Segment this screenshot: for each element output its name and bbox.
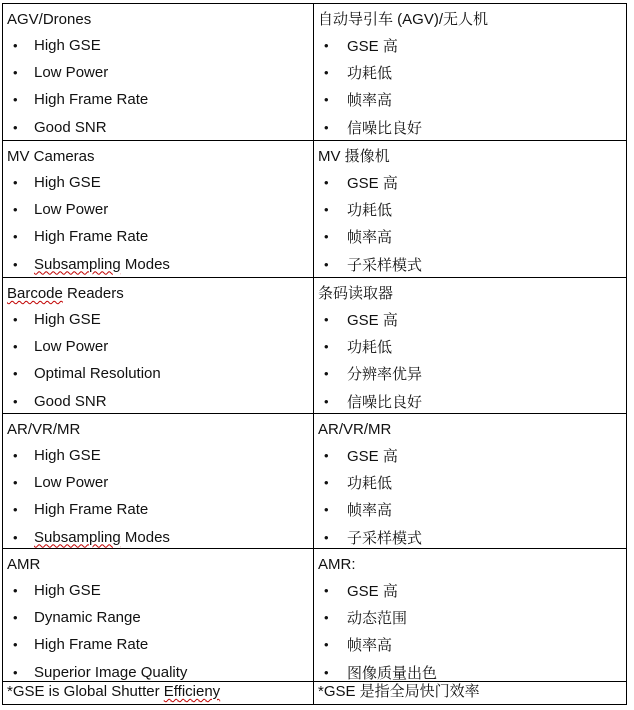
bullet-icon: • xyxy=(324,92,329,108)
bullet-icon: • xyxy=(324,175,329,191)
footnote-text-zh: *GSE 是指全局快门效率 xyxy=(318,683,480,700)
bullet-icon: • xyxy=(13,664,18,680)
table-cell-en xyxy=(3,414,314,548)
bullet-item xyxy=(7,577,309,604)
bullet-text: GSE 高 xyxy=(347,38,398,56)
table-row xyxy=(3,4,626,141)
bullet-icon: • xyxy=(13,92,18,108)
table-row xyxy=(3,549,626,682)
bullet-icon: • xyxy=(13,637,18,653)
bullet-icon: • xyxy=(324,339,329,355)
bullet-item xyxy=(7,388,309,413)
bullet-item xyxy=(7,169,309,196)
table-row xyxy=(3,278,626,414)
cell-header: 条码读取器 xyxy=(318,285,394,302)
bullet-icon: • xyxy=(13,448,18,464)
cell-header: AR/VR/MR xyxy=(318,421,392,438)
table-cell-zh xyxy=(314,549,626,681)
table-cell-en xyxy=(3,4,314,140)
bullet-text: 动态范围 xyxy=(347,610,408,628)
bullet-item xyxy=(7,496,309,523)
bullet-text: High Frame Rate xyxy=(34,636,149,654)
bullet-item xyxy=(318,223,622,250)
bullet-text: Low Power xyxy=(34,201,109,219)
bullet-item xyxy=(7,659,309,681)
bullet-icon: • xyxy=(13,202,18,218)
bullet-text: 子采样模式 xyxy=(347,529,423,547)
table-row xyxy=(3,414,626,549)
bullet-item xyxy=(7,333,309,360)
bullet-text: High GSE xyxy=(34,582,101,600)
table-cell-zh xyxy=(314,278,626,413)
bullet-item xyxy=(7,251,309,277)
cell-header: Barcode Readers xyxy=(7,285,124,302)
cell-header: AMR: xyxy=(318,556,356,573)
bullet-item xyxy=(7,524,309,548)
bullet-icon: • xyxy=(324,529,329,545)
bullet-text: High GSE xyxy=(34,37,101,55)
bullet-text: Dynamic Range xyxy=(34,609,141,627)
table-cell-zh xyxy=(314,414,626,548)
bullet-icon: • xyxy=(13,610,18,626)
bullet-item xyxy=(318,251,622,277)
bullet-icon: • xyxy=(324,475,329,491)
bullet-icon: • xyxy=(13,583,18,599)
table-cell-zh xyxy=(314,4,626,140)
cell-header: AR/VR/MR xyxy=(7,421,81,438)
bullet-item xyxy=(318,32,622,59)
bullet-icon: • xyxy=(324,664,329,680)
bullet-text: Good SNR xyxy=(34,118,107,136)
bullet-item xyxy=(7,306,309,333)
bullet-item xyxy=(318,577,622,604)
table-cell-en xyxy=(3,141,314,277)
bullet-item xyxy=(318,524,622,548)
bullet-icon: • xyxy=(13,38,18,54)
table-cell-en xyxy=(3,549,314,681)
bullet-text: 图像质量出色 xyxy=(347,664,438,681)
bullet-item xyxy=(318,86,622,113)
bullet-item xyxy=(318,333,622,360)
bullet-text: 子采样模式 xyxy=(347,256,423,274)
bullet-icon: • xyxy=(13,175,18,191)
misspelled-word: Subsampling xyxy=(34,528,121,546)
bullet-text: Subsampling Modes xyxy=(34,255,170,273)
bullet-text: High GSE xyxy=(34,311,101,329)
table-cell-en xyxy=(3,278,314,413)
comparison-table xyxy=(2,3,627,705)
bullet-icon: • xyxy=(13,312,18,328)
bullet-text: 功耗低 xyxy=(347,339,393,357)
bullet-item xyxy=(7,223,309,250)
bullet-text: 分辨率优异 xyxy=(347,366,423,384)
bullet-text: GSE 高 xyxy=(347,312,398,330)
bullet-text: Low Power xyxy=(34,64,109,82)
bullet-icon: • xyxy=(324,38,329,54)
bullet-text: 帧率高 xyxy=(347,229,393,247)
bullet-text: 功耗低 xyxy=(347,475,393,493)
cell-header: MV 摄像机 xyxy=(318,148,390,165)
bullet-icon: • xyxy=(324,202,329,218)
bullet-text: Subsampling Modes xyxy=(34,528,170,546)
bullet-icon: • xyxy=(13,475,18,491)
cell-header: AGV/Drones xyxy=(7,11,92,28)
bullet-text: 帧率高 xyxy=(347,92,393,110)
bullet-text: High Frame Rate xyxy=(34,91,149,109)
bullet-icon: • xyxy=(13,65,18,81)
cell-header: 自动导引车 (AGV)/无人机 xyxy=(318,11,489,28)
bullet-icon: • xyxy=(13,502,18,518)
bullet-icon: • xyxy=(13,529,18,545)
bullet-item xyxy=(318,196,622,223)
bullet-icon: • xyxy=(324,610,329,626)
bullet-icon: • xyxy=(324,502,329,518)
bullet-icon: • xyxy=(324,583,329,599)
footnote-text-en: *GSE is Global Shutter Efficieny xyxy=(7,683,221,700)
bullet-item xyxy=(7,360,309,387)
bullet-icon: • xyxy=(13,119,18,135)
bullet-icon: • xyxy=(13,366,18,382)
footer-cell-zh xyxy=(314,682,626,704)
bullet-text: GSE 高 xyxy=(347,583,398,601)
bullet-icon: • xyxy=(324,256,329,272)
bullet-item xyxy=(7,196,309,223)
table-footer-row xyxy=(3,682,626,704)
bullet-item xyxy=(318,388,622,413)
table-row xyxy=(3,141,626,278)
bullet-item xyxy=(7,469,309,496)
bullet-item xyxy=(7,604,309,631)
bullet-item xyxy=(318,496,622,523)
cell-header: MV Cameras xyxy=(7,148,95,165)
bullet-icon: • xyxy=(13,256,18,272)
footer-cell-en xyxy=(3,682,314,704)
bullet-item xyxy=(318,442,622,469)
bullet-item xyxy=(318,59,622,86)
cell-header: AMR xyxy=(7,556,41,573)
table-cell-zh xyxy=(314,141,626,277)
bullet-text: Good SNR xyxy=(34,392,107,410)
bullet-text: 功耗低 xyxy=(347,65,393,83)
bullet-icon: • xyxy=(324,448,329,464)
bullet-item xyxy=(7,59,309,86)
bullet-icon: • xyxy=(324,366,329,382)
bullet-icon: • xyxy=(324,637,329,653)
bullet-icon: • xyxy=(13,339,18,355)
bullet-text: Optimal Resolution xyxy=(34,365,161,383)
bullet-icon: • xyxy=(324,229,329,245)
bullet-text: GSE 高 xyxy=(347,448,398,466)
bullet-item xyxy=(7,86,309,113)
bullet-text: Low Power xyxy=(34,338,109,356)
bullet-text: High GSE xyxy=(34,174,101,192)
misspelled-word: Barcode xyxy=(7,285,63,302)
bullet-item xyxy=(318,469,622,496)
bullet-text: 帧率高 xyxy=(347,637,393,655)
bullet-icon: • xyxy=(324,312,329,328)
bullet-item xyxy=(7,442,309,469)
bullet-text: High Frame Rate xyxy=(34,228,149,246)
bullet-text: 信噪比良好 xyxy=(347,393,423,411)
bullet-text: 信噪比良好 xyxy=(347,119,423,137)
misspelled-word: Subsampling xyxy=(34,255,121,273)
bullet-item xyxy=(7,32,309,59)
bullet-text: 帧率高 xyxy=(347,502,393,520)
misspelled-word: Efficieny xyxy=(163,683,221,700)
bullet-item xyxy=(318,114,622,140)
bullet-icon: • xyxy=(13,393,18,409)
bullet-text: High Frame Rate xyxy=(34,501,149,519)
bullet-text: Superior Image Quality xyxy=(34,663,188,681)
bullet-icon: • xyxy=(324,65,329,81)
bullet-item xyxy=(318,169,622,196)
bullet-item xyxy=(318,360,622,387)
bullet-icon: • xyxy=(324,119,329,135)
bullet-text: GSE 高 xyxy=(347,175,398,193)
bullet-text: Low Power xyxy=(34,474,109,492)
bullet-item xyxy=(318,659,622,681)
bullet-icon: • xyxy=(13,229,18,245)
bullet-item xyxy=(318,604,622,631)
bullet-text: 功耗低 xyxy=(347,202,393,220)
bullet-item xyxy=(7,114,309,140)
bullet-item xyxy=(318,631,622,658)
bullet-text: High GSE xyxy=(34,447,101,465)
bullet-icon: • xyxy=(324,393,329,409)
bullet-item xyxy=(7,631,309,658)
bullet-item xyxy=(318,306,622,333)
